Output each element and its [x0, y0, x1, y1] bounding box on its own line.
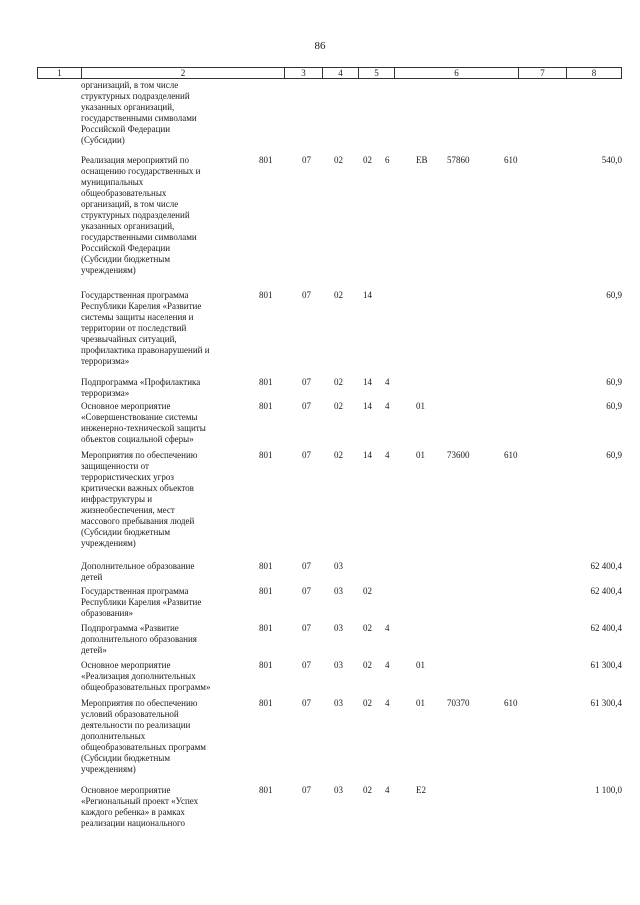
page-number: 86 — [314, 40, 326, 52]
cell-rz: 07 — [302, 561, 311, 571]
cell-program: 14 — [363, 450, 372, 460]
header-col-3: 3 — [284, 68, 322, 78]
cell-amount: 62 400,4 — [590, 623, 622, 633]
row-name: Основное мероприятие «Реализация дополнительных общеобразовательных программ» — [81, 660, 211, 692]
header-col-4: 4 — [322, 68, 358, 78]
cell-pr: 03 — [334, 698, 343, 708]
cell-gr: 801 — [259, 586, 273, 596]
cell-rz: 07 — [302, 401, 311, 411]
cell-event: 01 — [416, 698, 425, 708]
cell-rz: 07 — [302, 290, 311, 300]
cell-amount: 60,9 — [606, 377, 622, 387]
cell-amount: 60,9 — [606, 401, 622, 411]
cell-gr: 801 — [259, 290, 273, 300]
cell-amount: 1 100,0 — [595, 785, 622, 795]
cell-vr: 610 — [504, 450, 518, 460]
cell-program: 14 — [363, 290, 372, 300]
cell-gr: 801 — [259, 623, 273, 633]
cell-subprogram: 4 — [385, 660, 390, 670]
cell-amount: 60,9 — [606, 450, 622, 460]
cell-program: 02 — [363, 623, 372, 633]
row-name: Подпрограмма «Развитие дополнительного образования детей» — [81, 623, 197, 655]
cell-subprogram: 4 — [385, 450, 390, 460]
cell-gr: 801 — [259, 660, 273, 670]
cell-gr: 801 — [259, 155, 273, 165]
cell-program: 02 — [363, 660, 372, 670]
row-name: Дополнительное образование детей — [81, 561, 195, 582]
cell-gr: 801 — [259, 698, 273, 708]
cell-event: 01 — [416, 401, 425, 411]
cell-event: Е2 — [416, 785, 426, 795]
row-name: Реализация мероприятий по оснащению государственных и муниципальных общеобразовательных организаций, в том числе структурных подразделений указанных организаций, государственными символами Российской Федерации (Субсидии бюджетным учреждениям) — [81, 155, 201, 275]
row-name: Мероприятия по обеспечению условий образовательной деятельности по реализации дополнительных общеобразовательных программ (Субсидии бюджетным учреждениям) — [81, 698, 207, 774]
cell-amount: 60,9 — [606, 290, 622, 300]
row-name: Государственная программа Республики Карелия «Развитие системы защиты населения и территории от последствий чрезвычайных ситуаций, профилактика правонарушений и терроризма» — [81, 290, 210, 366]
cell-pr: 03 — [334, 785, 343, 795]
cell-pr: 03 — [334, 586, 343, 596]
table-header-row — [37, 67, 622, 79]
cell-subprogram: 4 — [385, 401, 390, 411]
cell-pr: 03 — [334, 561, 343, 571]
cell-subprogram: 6 — [385, 155, 390, 165]
cell-gr: 801 — [259, 785, 273, 795]
row-name: организаций, в том числе структурных подразделений указанных организаций, государственными символами Российской Федерации (Субсидии) — [81, 80, 197, 145]
cell-rz: 07 — [302, 450, 311, 460]
cell-vr: 610 — [504, 155, 518, 165]
header-col-2: 2 — [81, 68, 284, 78]
cell-pr: 02 — [334, 401, 343, 411]
cell-pr: 02 — [334, 377, 343, 387]
cell-rz: 07 — [302, 660, 311, 670]
header-col-5: 5 — [358, 68, 394, 78]
cell-amount: 62 400,4 — [590, 561, 622, 571]
cell-rz: 07 — [302, 377, 311, 387]
cell-rz: 07 — [302, 623, 311, 633]
cell-rz: 07 — [302, 586, 311, 596]
header-col-8: 8 — [566, 68, 621, 78]
header-col-1: 1 — [57, 68, 62, 78]
cell-direction: 57860 — [447, 155, 470, 165]
cell-program: 02 — [363, 698, 372, 708]
cell-subprogram: 4 — [385, 623, 390, 633]
cell-gr: 801 — [259, 450, 273, 460]
row-name: Мероприятия по обеспечению защищенности от террористических угроз критически важных объектов инфраструктуры и жизнеобеспечения, мест массового пребывания людей (Субсидии бюджетным учреждениям) — [81, 450, 198, 548]
cell-pr: 02 — [334, 290, 343, 300]
cell-amount: 540,0 — [601, 155, 622, 165]
cell-program: 02 — [363, 785, 372, 795]
cell-program: 14 — [363, 401, 372, 411]
row-name: Основное мероприятие «Региональный проект «Успех каждого ребенка» в рамках реализации национального — [81, 785, 199, 828]
cell-rz: 07 — [302, 155, 311, 165]
cell-rz: 07 — [302, 698, 311, 708]
cell-subprogram: 4 — [385, 377, 390, 387]
header-col-7: 7 — [518, 68, 566, 78]
cell-direction: 70370 — [447, 698, 470, 708]
cell-event: 01 — [416, 660, 425, 670]
cell-rz: 07 — [302, 785, 311, 795]
cell-event: ЕВ — [416, 155, 428, 165]
cell-gr: 801 — [259, 377, 273, 387]
cell-subprogram: 4 — [385, 698, 390, 708]
cell-amount: 61 300,4 — [590, 660, 622, 670]
cell-gr: 801 — [259, 561, 273, 571]
cell-pr: 02 — [334, 155, 343, 165]
row-name: Государственная программа Республики Карелия «Развитие образования» — [81, 586, 202, 618]
cell-pr: 03 — [334, 660, 343, 670]
row-name: Основное мероприятие «Совершенствование системы инженерно-технической защиты объектов социальной сферы» — [81, 401, 206, 444]
cell-amount: 61 300,4 — [590, 698, 622, 708]
row-name: Подпрограмма «Профилактика терроризма» — [81, 377, 201, 398]
cell-pr: 02 — [334, 450, 343, 460]
header-col-6: 6 — [394, 68, 518, 78]
cell-vr: 610 — [504, 698, 518, 708]
cell-direction: 73600 — [447, 450, 470, 460]
cell-event: 01 — [416, 450, 425, 460]
cell-amount: 62 400,4 — [590, 586, 622, 596]
cell-gr: 801 — [259, 401, 273, 411]
cell-program: 14 — [363, 377, 372, 387]
cell-program: 02 — [363, 586, 372, 596]
cell-pr: 03 — [334, 623, 343, 633]
cell-program: 02 — [363, 155, 372, 165]
cell-subprogram: 4 — [385, 785, 390, 795]
